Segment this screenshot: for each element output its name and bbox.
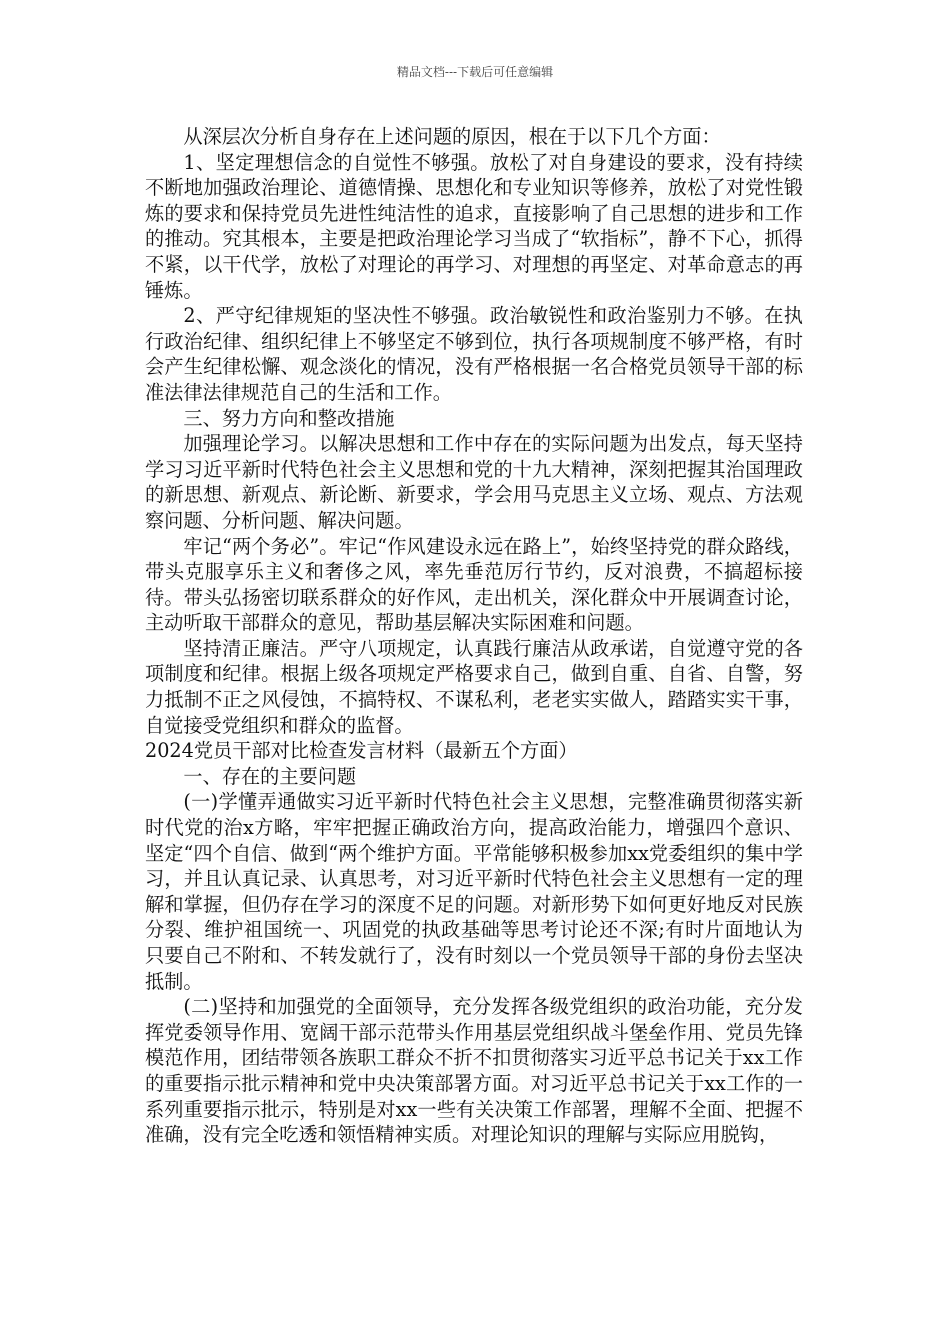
section-heading-1: 一、存在的主要问题: [183, 764, 357, 788]
paragraph-cause-2: 2、严守纪律规矩的坚决性不够强。政治敏锐性和政治鉴别力不够。在执行政治纪律、组织纪律上不够坚定不够到位，执行各项规制度不够严格，有时会产生纪律松懈、观念淡化的情况，没有严格根据一名合格党员领导干部的标准法律法律规范自己的生活和工作。: [145, 304, 803, 404]
paragraph-measure-integrity: 坚持清正廉洁。严守八项规定，认真践行廉洁从政承诺，自觉遵守党的各项制度和纪律。根据上级各项规定严格要求自己，做到自重、自省、自警，努力抵制不正之风侵蚀，不搞特权、不谋私利，老老实实做人，踏踏实实干事，自觉接受党组织和群众的监督。: [145, 636, 803, 737]
paragraph-problem-1: (一)学懂弄通做实习近平新时代特色社会主义思想，完整准确贯彻落实新时代党的治x方略，牢牢把握正确政治方向，提高政治能力，增强四个意识、坚定“四个自信、做到“两个维护方面。平常能够积极参加xx党委组织的集中学习，并且认真记录、认真思考，对习近平新时代特色社会主义思想有一定的理解和掌握，但仍存在学习的深度不足的问题。对新形势下如何更好地反对民族分裂、维护祖国统一、巩固党的执政基础等思考讨论还不深;有时片面地认为只要自己不附和、不转发就行了，没有时刻以一个党员领导干部的身份去坚决抵制。: [145, 790, 803, 993]
paragraph-measure-study: 加强理论学习。以解决思想和工作中存在的实际问题为出发点，每天坚持学习习近平新时代特色社会主义思想和党的十九大精神，深刻把握其治国理政的新思想、新观点、新论断、新要求，学会用马克思主义立场、观点、方法观察问题、分析问题、解决问题。: [145, 432, 803, 532]
paragraph-cause-intro: 从深层次分析自身存在上述问题的原因，根在于以下几个方面：: [183, 125, 721, 148]
document-title: 2024党员干部对比检查发言材料（最新五个方面）: [145, 739, 578, 763]
document-body: [145, 124, 803, 1148]
section-heading-3: 三、努力方向和整改措施: [183, 406, 395, 430]
paragraph-cause-1: 1、坚定理想信念的自觉性不够强。放松了对自身建设的要求，没有持续不断地加强政治理论、道德情操、思想化和专业知识等修养，放松了对党性锻炼的要求和保持党员先进性纯洁性的追求，直接影响了自己思想的进步和工作的推动。究其根本，主要是把政治理论学习当成了“软指标”，静不下心，抓得不紧，以干代学，放松了对理论的再学习、对理想的再坚定、对革命意志的再锤炼。: [145, 150, 803, 302]
page-header: 精品文档---下载后可任意编辑: [396, 65, 554, 79]
paragraph-measure-style: 牢记“两个务必”。牢记“作风建设永远在路上”，始终坚持党的群众路线，带头克服享乐主义和奢侈之风，率先垂范厉行节约，反对浪费，不搞超标接待。带头弘扬密切联系群众的好作风，走出机关，深化群众中开展调查讨论，主动听取干部群众的意见，帮助基层解决实际困难和问题。: [145, 534, 803, 635]
paragraph-problem-2: (二)坚持和加强党的全面领导，充分发挥各级党组织的政治功能，充分发挥党委领导作用、宽阔干部示范带头作用基层党组织战斗堡垒作用、党员先锋模范作用，团结带领各族职工群众不折不扣贯彻落实习近平总书记关于xx工作的重要指示批示精神和党中央决策部署方面。对习近平总书记关于xx工作的一系列重要指示批示，特别是对xx一些有关决策工作部署，理解不全面、把握不准确，没有完全吃透和领悟精神实质。对理论知识的理解与实际应用脱钩，: [145, 995, 803, 1147]
